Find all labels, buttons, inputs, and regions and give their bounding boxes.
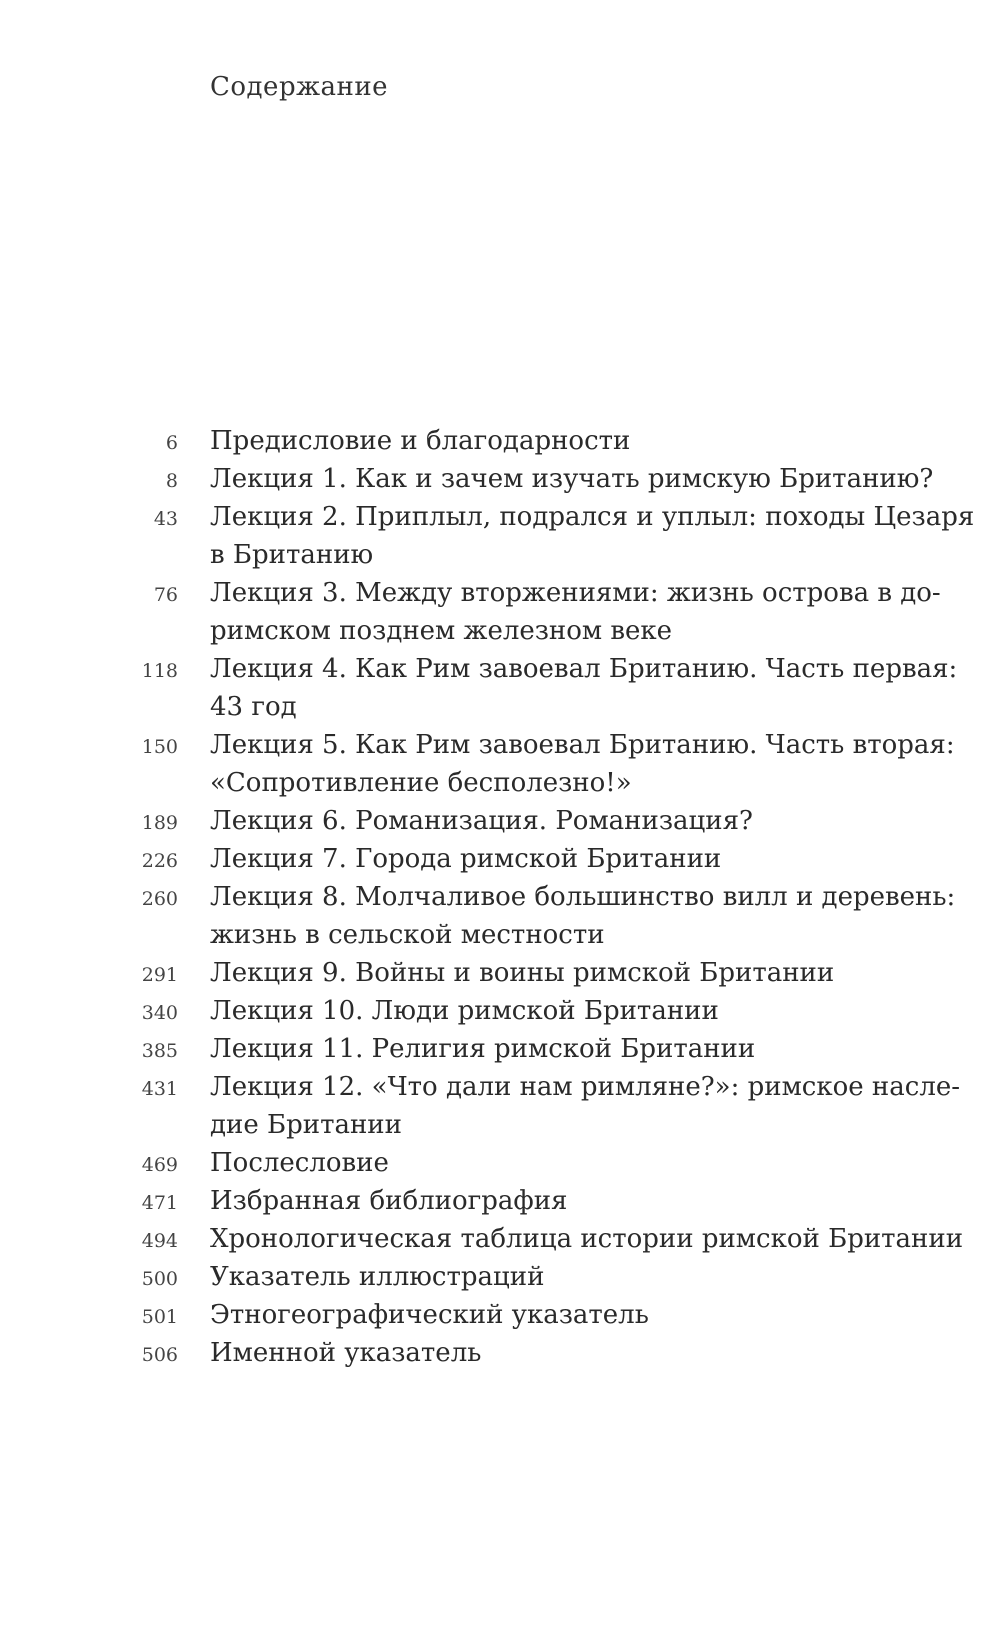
toc-title-line: Лекция 12. «Что дали нам римляне?»: римское насле-	[210, 1072, 961, 1102]
toc-title	[210, 1144, 930, 1182]
toc-entry	[0, 460, 1000, 498]
toc-entry	[0, 1334, 1000, 1372]
toc-page-number: 118	[141, 660, 178, 682]
toc-page-number: 291	[141, 964, 178, 986]
toc-title-line: Избранная библиография	[210, 1186, 568, 1216]
toc-page-number: 43	[153, 508, 178, 530]
toc-title-line: дие Британии	[210, 1110, 402, 1140]
toc-title-line: Лекция 5. Как Рим завоевал Британию. Часть вторая:	[210, 730, 955, 760]
toc-title-line: Лекция 3. Между вторжениями: жизнь острова в до-	[210, 578, 941, 608]
toc-title-line: Хронологическая таблица истории римской Британии	[210, 1224, 964, 1254]
toc-entry	[0, 1144, 1000, 1182]
toc-title	[210, 992, 930, 1030]
toc-page-number: 494	[141, 1230, 178, 1252]
toc-title	[210, 1068, 961, 1144]
toc-page-number: 385	[141, 1040, 178, 1062]
toc-title-line: Лекция 8. Молчаливое большинство вилл и деревень:	[210, 882, 956, 912]
toc-page-number: 76	[153, 584, 178, 606]
toc-title	[210, 1220, 964, 1258]
toc-title	[210, 1296, 930, 1334]
toc-entry	[0, 1030, 1000, 1068]
toc-entry	[0, 954, 1000, 992]
toc-title-line: Указатель иллюстраций	[210, 1262, 545, 1292]
toc-entry	[0, 1220, 1000, 1258]
toc-title-line: Именной указатель	[210, 1338, 482, 1368]
toc-title-line: Этногеографический указатель	[210, 1300, 649, 1330]
toc-entry	[0, 1068, 1000, 1144]
table-of-contents	[0, 422, 1000, 1372]
toc-page-number: 501	[141, 1306, 178, 1328]
toc-entry	[0, 498, 1000, 574]
toc-title-line: Лекция 10. Люди римской Британии	[210, 996, 719, 1026]
toc-entry	[0, 1258, 1000, 1296]
toc-title	[210, 802, 930, 840]
toc-entry	[0, 840, 1000, 878]
toc-title-line: Лекция 11. Религия римской Британии	[210, 1034, 756, 1064]
toc-page-number: 506	[141, 1344, 178, 1366]
page-title: Содержание	[210, 72, 389, 102]
toc-entry	[0, 1296, 1000, 1334]
toc-title	[210, 422, 930, 460]
toc-page-number: 340	[141, 1002, 178, 1024]
toc-title-line: Послесловие	[210, 1148, 389, 1178]
toc-title-line: в Британию	[210, 540, 374, 570]
toc-title	[210, 954, 930, 992]
toc-title	[210, 840, 930, 878]
toc-entry	[0, 726, 1000, 802]
toc-entry	[0, 574, 1000, 650]
toc-page-number: 500	[141, 1268, 178, 1290]
toc-entry	[0, 650, 1000, 726]
toc-page-number: 6	[165, 432, 178, 454]
toc-title	[210, 1334, 930, 1372]
toc-title-line: Лекция 2. Приплыл, подрался и уплыл: походы Цезаря	[210, 502, 975, 532]
toc-title-line: Лекция 4. Как Рим завоевал Британию. Часть первая:	[210, 654, 958, 684]
toc-title	[210, 498, 975, 574]
toc-entry	[0, 802, 1000, 840]
toc-title-line: «Сопротивление бесполезно!»	[210, 768, 632, 798]
toc-title	[210, 650, 958, 726]
toc-page-number: 150	[141, 736, 178, 758]
toc-page-number: 226	[141, 850, 178, 872]
toc-title-line: Лекция 1. Как и зачем изучать римскую Британию?	[210, 464, 934, 494]
toc-entry	[0, 992, 1000, 1030]
toc-title-line: Лекция 7. Города римской Британии	[210, 844, 722, 874]
toc-page-number: 469	[141, 1154, 178, 1176]
toc-entry	[0, 878, 1000, 954]
toc-title	[210, 1258, 930, 1296]
toc-entry	[0, 422, 1000, 460]
toc-title	[210, 878, 956, 954]
toc-page-number: 471	[141, 1192, 178, 1214]
toc-entry	[0, 1182, 1000, 1220]
toc-title	[210, 460, 934, 498]
toc-page-number: 8	[165, 470, 178, 492]
toc-title-line: Предисловие и благодарности	[210, 426, 631, 456]
toc-title-line: Лекция 9. Войны и воины римской Британии	[210, 958, 835, 988]
toc-title-line: Лекция 6. Романизация. Романизация?	[210, 806, 753, 836]
toc-title-line: римском позднем железном веке	[210, 616, 673, 646]
toc-title	[210, 574, 941, 650]
toc-page-number: 189	[141, 812, 178, 834]
toc-title	[210, 1182, 930, 1220]
toc-title-line: 43 год	[210, 692, 297, 722]
toc-page-number: 431	[141, 1078, 178, 1100]
toc-page-number: 260	[141, 888, 178, 910]
toc-title	[210, 726, 955, 802]
toc-title-line: жизнь в сельской местности	[210, 920, 605, 950]
toc-title	[210, 1030, 930, 1068]
